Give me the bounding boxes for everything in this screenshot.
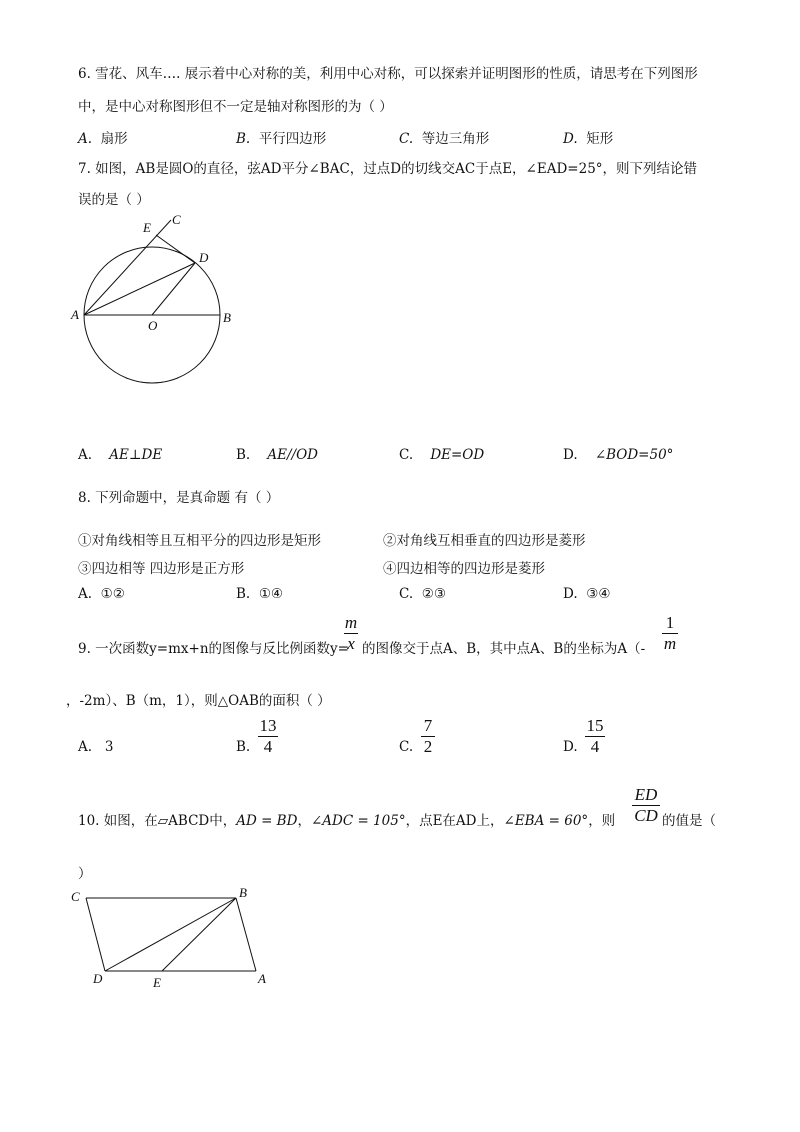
q9-option-d-fraction[interactable] <box>585 717 605 756</box>
q6-option-b[interactable] <box>236 127 326 147</box>
q7-option-a[interactable] <box>78 447 162 463</box>
option-letter: A. <box>78 739 93 755</box>
q8-option-b[interactable] <box>236 586 283 602</box>
q10-fraction-ed-over-cd <box>632 786 660 825</box>
q8-statement-4: ④四边相等的四边形是菱形 <box>383 561 545 577</box>
q8-option-d[interactable] <box>563 586 610 602</box>
option-letter: C. <box>399 586 414 602</box>
q10-stem-line1 <box>78 809 615 829</box>
q8-option-a[interactable] <box>78 586 125 602</box>
label-b: B <box>223 310 231 325</box>
q10-eq-angle-eba: ∠EBA = 60° <box>503 813 589 829</box>
fraction-denominator: 4 <box>590 737 600 756</box>
option-text: ①② <box>100 586 125 602</box>
label-d: D <box>93 971 103 986</box>
tangent-de <box>156 235 195 263</box>
option-letter: D. <box>563 586 578 602</box>
q10-parallelogram-figure <box>60 880 280 990</box>
q6-option-d[interactable] <box>563 127 613 147</box>
q6-option-a[interactable] <box>78 127 128 147</box>
q9-option-b-fraction[interactable] <box>258 717 278 756</box>
q10-stem-part-mid: ，点E在AD上， <box>405 813 504 829</box>
fraction-denominator: 2 <box>423 737 433 756</box>
line-ac <box>84 220 171 315</box>
option-letter: D. <box>563 739 578 755</box>
option-letter: C. <box>399 739 414 755</box>
label-e: E <box>143 220 151 235</box>
q8-statement-2: ②对角线互相垂直的四边形是菱形 <box>383 533 586 549</box>
q10-stem-part-c: 的值是（ <box>662 813 716 829</box>
q7-option-b[interactable] <box>236 447 318 463</box>
label-e: E <box>153 975 161 990</box>
q10-stem-line2: ） <box>78 866 92 882</box>
q7-option-d[interactable] <box>563 447 673 463</box>
q9-option-c-fraction[interactable] <box>421 717 435 756</box>
diagonal-bd <box>105 898 236 971</box>
option-letter: A. <box>78 131 93 147</box>
q10-stem-part-a: 10. 如图，在▱ABCD中， <box>78 813 237 829</box>
fraction-denominator: m <box>663 634 677 653</box>
option-letter: B. <box>236 586 251 602</box>
q10-eq-angle-adc: ∠ADC = 105° <box>310 813 406 829</box>
label-o: O <box>148 318 158 333</box>
option-text: 扇形 <box>100 131 128 147</box>
q8-stem: 8. 下列命题中，是真命题 有（ ） <box>78 490 280 506</box>
q8-statement-1: ①对角线相等且互相平分的四边形是矩形 <box>78 533 321 549</box>
fraction-numerator: 7 <box>423 716 433 735</box>
fraction-numerator: 15 <box>586 716 604 735</box>
q9-stem-line1-b: 的图像交于点A、B，其中点A、B的坐标为A（- <box>362 641 646 657</box>
option-letter: A. <box>78 586 93 602</box>
q9-option-c[interactable] <box>399 739 413 755</box>
option-letter: C. <box>399 131 414 147</box>
option-text: ③④ <box>586 586 611 602</box>
fraction-denominator: 4 <box>263 737 273 756</box>
fraction-numerator: m <box>344 613 358 632</box>
q10-stem-part-b: ，则 <box>588 813 616 829</box>
fraction-numerator: ED <box>634 785 658 804</box>
q7-circle-figure <box>60 205 250 395</box>
option-letter: D. <box>563 131 578 147</box>
q10-separator: ， <box>297 813 311 829</box>
option-text: AE⊥DE <box>109 447 163 463</box>
q9-stem-line1-a: 9. 一次函数y=mx+n的图像与反比例函数y= <box>78 641 349 657</box>
fraction-numerator: 13 <box>259 716 277 735</box>
segment-be <box>162 898 236 971</box>
fraction-numerator: 1 <box>665 613 675 632</box>
option-letter: A. <box>78 447 93 463</box>
q9-option-a[interactable] <box>78 739 114 755</box>
option-letter: D. <box>563 447 578 463</box>
option-text: DE=OD <box>430 447 485 463</box>
side-cd <box>86 898 105 971</box>
q9-stem-line2: ，-2m）、B（m，1），则△OAB的面积（ ） <box>66 693 331 709</box>
q9-option-b[interactable] <box>236 739 250 755</box>
q8-option-c[interactable] <box>399 586 446 602</box>
option-text: AE//OD <box>267 447 318 463</box>
q9-option-d[interactable] <box>563 739 578 755</box>
option-text: 平行四边形 <box>258 131 327 147</box>
option-letter: B. <box>236 447 251 463</box>
q7-stem-line2: 误的是（ ） <box>78 192 150 208</box>
label-c: C <box>172 212 181 227</box>
option-text: ∠BOD=50° <box>594 447 674 463</box>
option-letter: C. <box>399 447 414 463</box>
q8-statement-3: ③四边相等 四边形是正方形 <box>78 561 245 577</box>
q6-stem-line2: 中，是中心对称图形但不一定是轴对称图形的为（ ） <box>78 99 393 115</box>
label-d: D <box>199 250 209 265</box>
q9-fraction-m-over-x <box>344 614 358 653</box>
label-c: C <box>71 889 80 904</box>
option-text: ②③ <box>421 586 446 602</box>
option-text: 矩形 <box>586 131 614 147</box>
q6-stem-line1: 6. 雪花、风车…. 展示着中心对称的美，利用中心对称，可以探索并证明图形的性质，请思考在下列图形 <box>78 66 698 82</box>
option-text: ①④ <box>258 586 284 602</box>
label-b: B <box>239 885 247 900</box>
fraction-denominator: CD <box>634 806 658 825</box>
option-letter: B. <box>236 739 251 755</box>
radius-od <box>152 263 195 315</box>
option-text: 3 <box>104 739 114 755</box>
q10-eq-ad-bd: AD = BD <box>236 813 298 829</box>
label-a: A <box>71 307 79 322</box>
fraction-denominator: x <box>347 634 355 653</box>
label-a: A <box>258 971 266 986</box>
option-letter: B. <box>236 131 251 147</box>
q6-option-c[interactable] <box>399 127 489 147</box>
q7-option-c[interactable] <box>399 447 484 463</box>
side-ba <box>236 898 256 971</box>
q9-fraction-1-over-m <box>662 614 678 653</box>
q7-stem-line1: 7. 如图，AB是圆O的直径，弦AD平分∠BAC，过点D的切线交AC于点E，∠EAD=25°，则下列结论错 <box>78 161 698 177</box>
option-text: 等边三角形 <box>421 131 490 147</box>
